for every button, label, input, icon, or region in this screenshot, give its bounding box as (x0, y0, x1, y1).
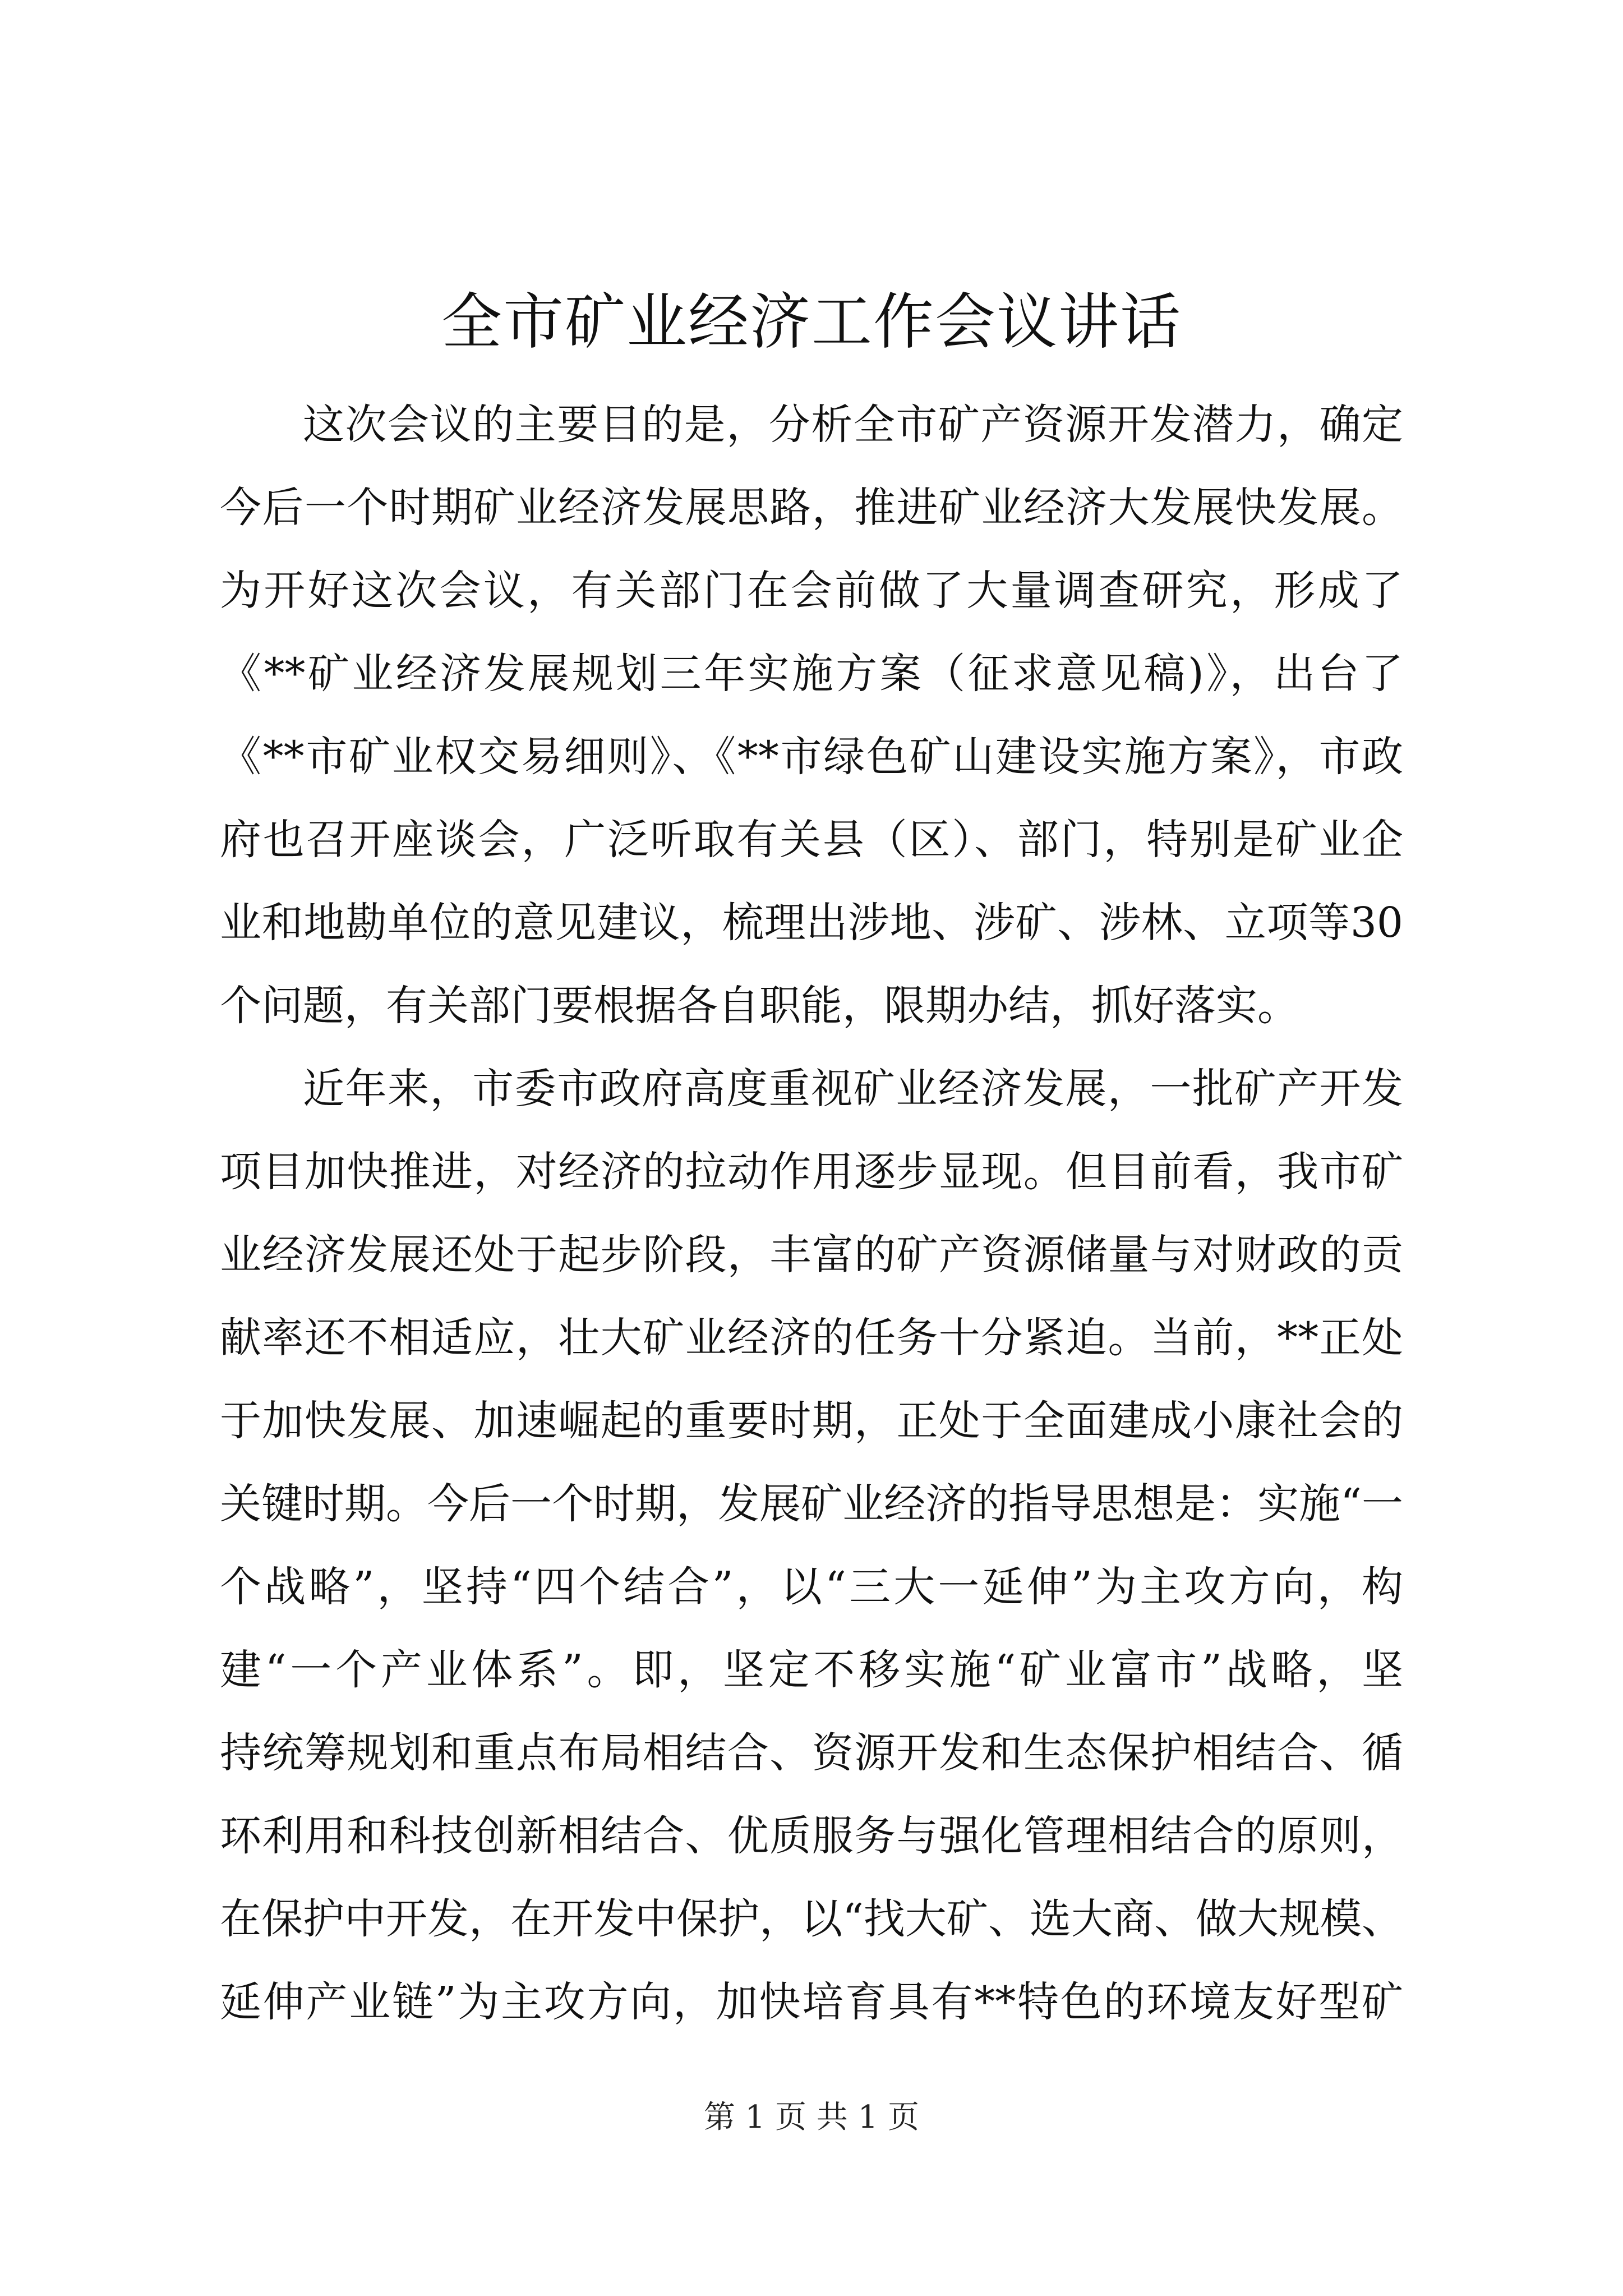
text-line: 个问题，有关部门要根据各自职能，限期办结，抓好落实。 (220, 982, 1299, 1030)
text-line: 业经济发展还处于起步阶段，丰富的矿产资源储量与对财政的贡 (220, 1231, 1403, 1279)
text-line: 《**矿业经济发展规划三年实施方案（征求意见稿)》，出台了 (220, 650, 1403, 698)
text-line: 近年来，市委市政府高度重视矿业经济发展，一批矿产开发 (303, 1065, 1403, 1113)
text-line: 持统筹规划和重点布局相结合、资源开发和生态保护相结合、循 (220, 1729, 1403, 1777)
text-line: 在保护中开发，在开发中保护，以“找大矿、选大商、做大规模、 (220, 1895, 1403, 1943)
text-line: 这次会议的主要目的是，分析全市矿产资源开发潜力，确定 (303, 401, 1403, 449)
page-number-footer: 第 1 页 共 1 页 (703, 2099, 920, 2136)
text-line: 个战略”，坚持“四个结合”，以“三大一延伸”为主攻方向，构 (220, 1563, 1403, 1611)
text-line: 业和地勘单位的意见建议，梳理出涉地、涉矿、涉林、立项等30 (220, 899, 1403, 947)
text-line: 为开好这次会议，有关部门在会前做了大量调查研究，形成了 (220, 567, 1403, 615)
text-line: 献率还不相适应，壮大矿业经济的任务十分紧迫。当前，**正处 (220, 1314, 1403, 1362)
text-line: 于加快发展、加速崛起的重要时期，正处于全面建成小康社会的 (220, 1397, 1403, 1445)
paragraph (220, 383, 1403, 1047)
text-line: 延伸产业链”为主攻方向，加快培育具有**特色的环境友好型矿 (220, 1978, 1403, 2026)
text-line: 《**市矿业权交易细则》、《**市绿色矿山建设实施方案》，市政 (220, 733, 1403, 781)
paragraph (220, 1047, 1403, 2044)
text-line: 关键时期。今后一个时期，发展矿业经济的指导思想是：实施“一 (220, 1480, 1403, 1528)
text-line: 环利用和科技创新相结合、优质服务与强化管理相结合的原则， (220, 1812, 1403, 1860)
text-line: 建“一个产业体系”。即，坚定不移实施“矿业富市”战略，坚 (220, 1646, 1403, 1694)
document-body (220, 383, 1403, 2044)
text-line: 项目加快推进，对经济的拉动作用逐步显现。但目前看，我市矿 (220, 1148, 1403, 1196)
document-title: 全市矿业经济工作会议讲话 (441, 287, 1182, 357)
text-line: 府也召开座谈会，广泛听取有关县（区）、部门，特别是矿业企 (220, 816, 1403, 864)
text-line: 今后一个时期矿业经济发展思路，推进矿业经济大发展快发展。 (220, 484, 1403, 532)
